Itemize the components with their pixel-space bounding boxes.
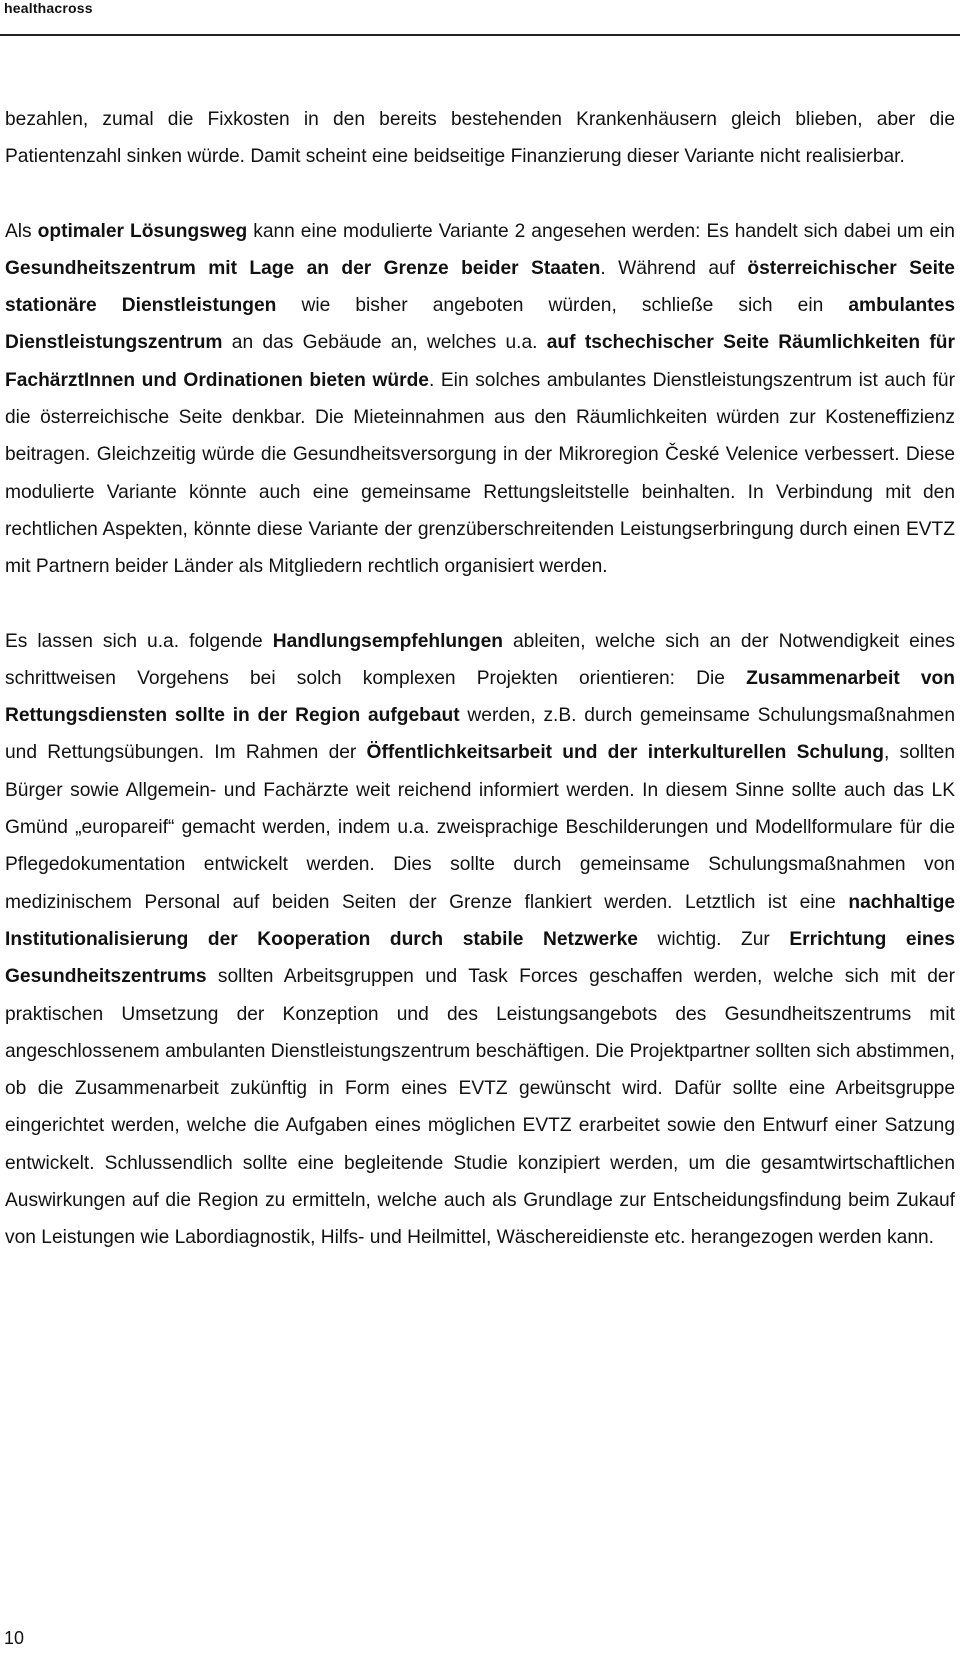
text-run: sollten Arbeitsgruppen und Task Forces geschaffen werden, welche sich mit der praktischen Umsetzung der Konzeption und des Leistungsangebots des Gesundheitszentrums mit angeschlossenem ambulanten Dienstleistungszentrum beschäftigen. Die Projektpartner sollten sich abstimmen, ob die Zusammenarbeit zukünftig in Form eines EVTZ gewünscht wird. Dafür sollte eine Arbeitsgruppe eingerichtet werden, welche die Aufgaben eines möglichen EVTZ erarbeitet sowie den Entwurf einer Satzung entwickelt. Schlussendlich sollte eine begleitende Studie konzipiert werden, um die gesamtwirtschaftlichen Auswirkungen auf die Region zu ermitteln, welche auch als Grundlage zur Entscheidungsfindung beim Zukauf von Leistungen wie Labordiagnostik, Hilfs- und Heilmittel, Wäschereidienste etc. herangezogen werden kann. — [5, 966, 955, 1249]
header-title: healthacross — [4, 0, 93, 16]
text-run: , sollten Bürger sowie Allgemein- und Fachärzte weit reichend informiert werden. In diesem Sinne sollte auch das LK Gmünd „europareif“ gemacht werden, indem u.a. zweisprachige Beschilderungen und Modellformulare für die Pflegedokumentation entwickelt werden. Dies sollte durch gemeinsame Schulungsmaßnahmen von medizinischem Personal auf beiden Seiten der Grenze flankiert werden. Letztlich ist eine — [5, 742, 955, 913]
paragraph — [5, 623, 955, 1257]
bold-text-run: auf tschechischer Seite Räumlichkeiten für FachärztInnen und Ordinationen bieten würde — [5, 332, 955, 391]
bold-text-run: optimaler Lösungsweg — [37, 220, 248, 242]
bold-text-run: nachhaltige Institutionalisierung der Kooperation durch stabile Netzwerke — [5, 891, 955, 950]
bold-text-run: Öffentlichkeitsarbeit und der interkulturellen Schulung — [366, 742, 884, 764]
bold-text-run: ambulantes Dienstleistungszentrum — [5, 295, 955, 354]
bold-text-run: Zusammenarbeit von Rettungsdiensten sollte in der Region aufgebaut — [5, 667, 955, 727]
text-run: wichtig. Zur — [637, 928, 790, 950]
text-run: . Während auf — [600, 257, 748, 279]
text-run: Es lassen sich u.a. folgende — [5, 630, 273, 652]
document-body — [5, 101, 955, 1257]
text-run: . Ein solches ambulantes Dienstleistungszentrum ist auch für die österreichische Seite denkbar. Die Mieteinnahmen aus den Räumlichkeiten würden zur Kosteneffizienz beitragen. Gleichzeitig würde die Gesundheitsversorgung in der Mikroregion České Velenice verbessert. Diese modulierte Variante könnte auch eine gemeinsame Rettungsleitstelle beinhalten. In Verbindung mit den rechtlichen Aspekten, könnte diese Variante der grenzüberschreitenden Leistungserbringung durch einen EVTZ mit Partnern beider Länder als Mitgliedern rechtlich organisiert werden. — [5, 369, 955, 578]
bold-text-run: Handlungsempfehlungen — [272, 630, 503, 652]
text-run: Als — [5, 220, 38, 242]
text-run: ableiten, welche sich an der Notwendigkeit eines schrittweisen Vorgehens bei solch komplexen Projekten orientieren: Die — [5, 630, 955, 689]
bold-text-run: Errichtung eines Gesundheitszentrums — [5, 928, 955, 988]
page-header — [0, 0, 960, 36]
paragraph — [5, 213, 955, 586]
text-run: werden, z.B. durch gemeinsame Schulungsmaßnahmen und Rettungsübungen. Im Rahmen der — [5, 705, 955, 764]
paragraph — [5, 101, 955, 176]
text-run: wie bisher angeboten würden, schließe sich ein — [276, 295, 849, 317]
bold-text-run: Gesundheitszentrum mit Lage an der Grenze beider Staaten — [5, 257, 601, 279]
page-number: 10 — [4, 1628, 25, 1648]
text-run: an das Gebäude an, welches u.a. — [222, 332, 547, 354]
text-run: kann eine modulierte Variante 2 angesehen werden: Es handelt sich dabei um ein — [247, 220, 955, 242]
text-run: bezahlen, zumal die Fixkosten in den bereits bestehenden Krankenhäusern gleich blieben, aber die Patientenzahl sinken würde. Damit scheint eine beidseitige Finanzierung dieser Variante nicht realisierbar. — [5, 109, 955, 168]
bold-text-run: österreichischer Seite stationäre Dienstleistungen — [5, 257, 955, 317]
